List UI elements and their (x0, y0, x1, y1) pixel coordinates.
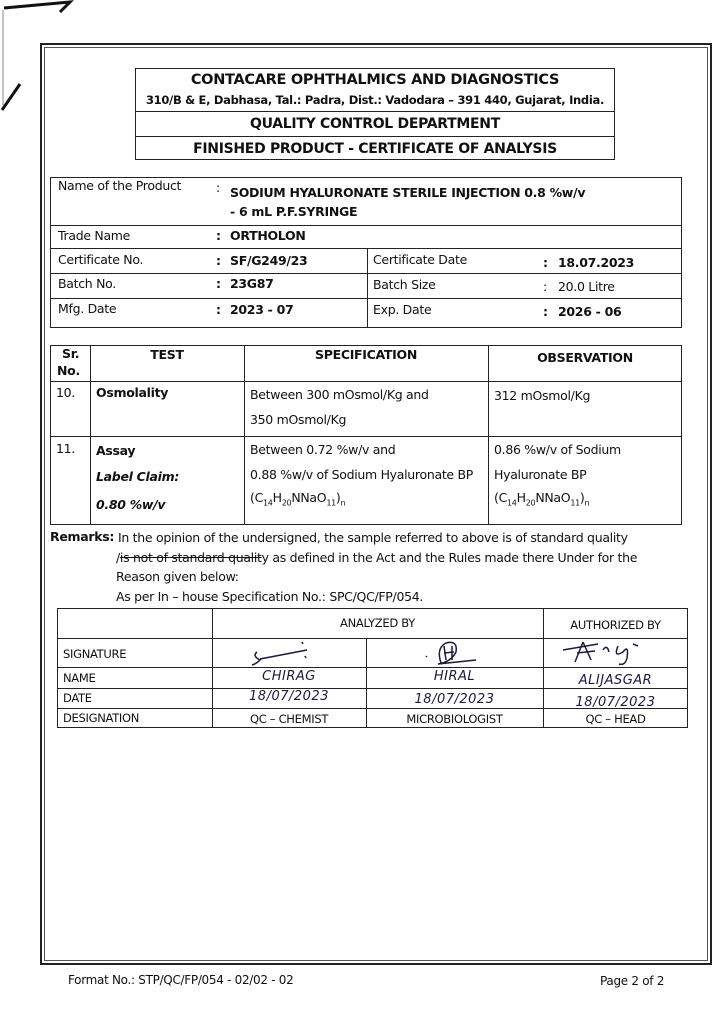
remarks-line2: /is not of standard quality as defined in the Act and the Rules made there Under for the (116, 550, 638, 565)
batch-size-value: 20.0 Litre (558, 279, 615, 294)
col-observation: OBSERVATION (537, 350, 633, 365)
formula: $(C_{14}H_{20}NNaO_{11})_n$ (250, 490, 346, 508)
product-name-value-line2: - 6 mL P.F.SYRINGE (230, 204, 358, 219)
remarks-text: In the opinion of the undersigned, the sample referred to above is of standard quality (118, 530, 628, 545)
formula: $(C_{14}H_{20}NNaO_{11})_n$ (494, 490, 590, 508)
col-specification: SPECIFICATION (315, 347, 417, 362)
name-chirag: CHIRAG (262, 669, 316, 684)
designation-qc-head: QC – HEAD (585, 712, 646, 726)
mfg-date-label: Mfg. Date (58, 301, 117, 316)
signature-alijasgar (543, 638, 688, 667)
document-title: FINISHED PRODUCT - CERTIFICATE OF ANALYSIS (193, 141, 557, 157)
certificate-no-value: SF/G249/23 (230, 253, 308, 268)
format-number: Format No.: STP/QC/FP/054 - 02/02 - 02 (68, 973, 294, 987)
date-chirag: 18/07/2023 (249, 689, 329, 704)
authorized-by-header: AUTHORIZED BY (570, 618, 661, 632)
batch-no-label: Batch No. (58, 276, 116, 291)
batch-size-label: Batch Size (373, 277, 436, 292)
batch-no-value: 23G87 (230, 276, 274, 291)
col-test: TEST (150, 347, 184, 362)
certificate-date-value: 18.07.2023 (558, 255, 635, 270)
name-alijasgar: ALIJASGAR (578, 673, 653, 688)
department: QUALITY CONTROL DEPARTMENT (250, 116, 500, 132)
exp-date-value: 2026 - 06 (558, 304, 622, 319)
trade-name-value: ORTHOLON (230, 228, 306, 243)
signature-hiral (366, 638, 543, 667)
date-alijasgar: 18/07/2023 (575, 695, 656, 710)
page-number: Page 2 of 2 (600, 974, 665, 988)
mfg-date-value: 2023 - 07 (230, 302, 294, 317)
company-address: 310/B & E, Dabhasa, Tal.: Padra, Dist.: Vadodara – 391 440, Gujarat, India. (145, 93, 605, 107)
name-hiral: HIRAL (433, 669, 476, 684)
certificate-date-label: Certificate Date (373, 252, 467, 267)
designation-chemist: QC – CHEMIST (249, 712, 329, 726)
analyzed-by-header: ANALYZED BY (340, 616, 415, 630)
designation-microbiologist: MICROBIOLOGIST (406, 712, 503, 726)
remarks-label: Remarks: (50, 529, 115, 544)
certificate-no-label: Certificate No. (58, 252, 144, 267)
signature-chirag (212, 638, 366, 667)
exp-date-label: Exp. Date (373, 302, 432, 317)
col-sr: Sr. (62, 346, 80, 361)
trade-name-label: Trade Name (58, 228, 131, 243)
product-name-value: SODIUM HYALURONATE STERILE INJECTION 0.8 %w/v (230, 185, 586, 200)
date-hiral: 18/07/2023 (414, 692, 495, 707)
product-name-label: Name of the Product (58, 178, 182, 193)
company-name: CONTACARE OPHTHALMICS AND DIAGNOSTICS (190, 72, 560, 88)
